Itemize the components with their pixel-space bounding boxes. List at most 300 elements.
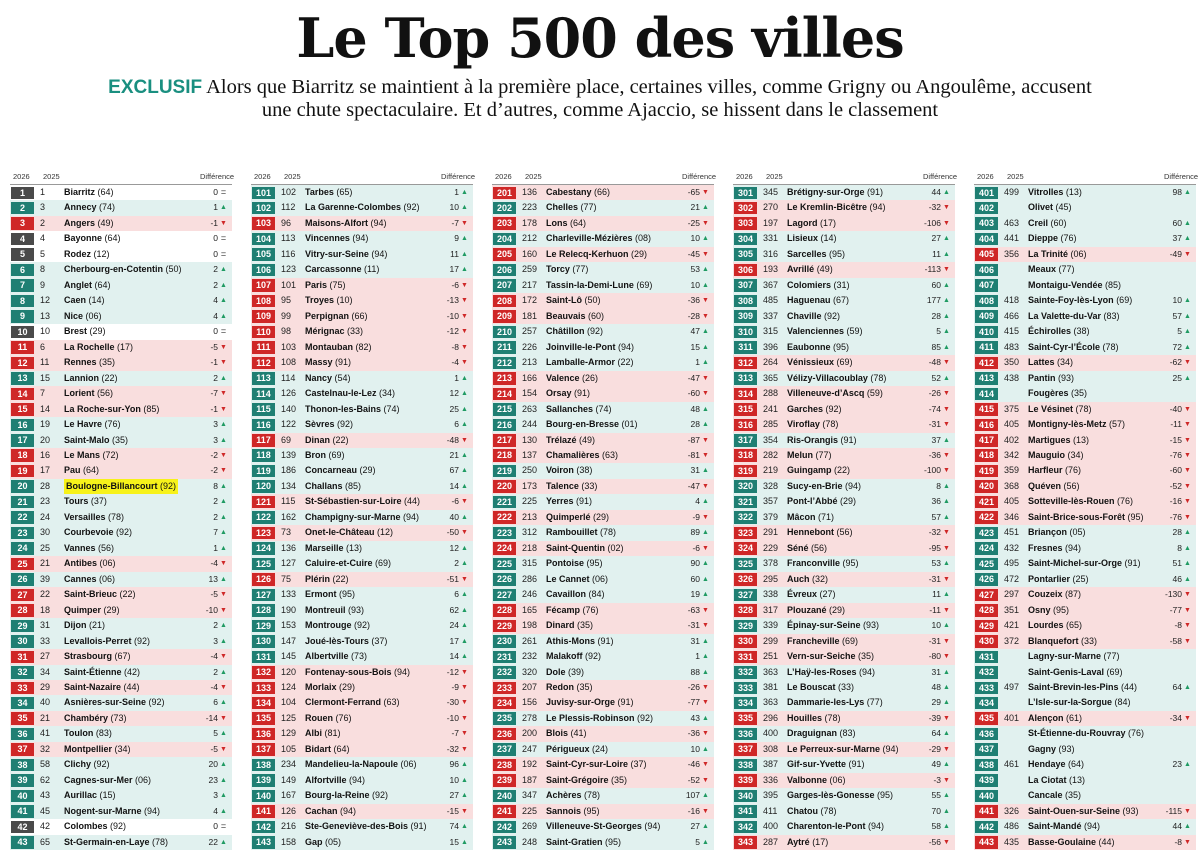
rank-2025: 396 (763, 341, 779, 352)
rank-2025: 173 (522, 480, 538, 491)
rank-2025: 4 (40, 233, 46, 244)
table-row (974, 247, 1196, 262)
rank-2025: 124 (281, 682, 297, 692)
rank-2026: 213 (493, 372, 516, 385)
table-row (10, 680, 232, 695)
rank-2026: 228 (493, 604, 516, 617)
city-name: Onet-le-Château (12) (305, 527, 394, 538)
table-row (733, 665, 955, 680)
rank-difference: 52 (931, 372, 941, 383)
rank-2026: 136 (252, 728, 275, 741)
city-name: Lagny-sur-Marne (77) (1028, 651, 1120, 662)
equal-icon: = (220, 187, 227, 197)
table-row (10, 324, 232, 339)
rank-difference: -52 (1169, 480, 1182, 491)
rank-2025: 136 (281, 542, 297, 553)
rank-2025: 315 (763, 326, 779, 337)
rank-difference: 28 (931, 310, 941, 321)
table-row (10, 386, 232, 401)
rank-2025: 486 (1004, 821, 1020, 832)
arrow-down-icon: ▼ (702, 219, 709, 227)
table-row (733, 278, 955, 293)
arrow-up-icon: ▲ (220, 807, 227, 815)
table-row (251, 494, 473, 509)
rank-difference: -5 (210, 341, 218, 352)
city-name: Trélazé (49) (546, 434, 596, 445)
table-row (10, 835, 232, 850)
table-row (492, 541, 714, 556)
table-row (492, 185, 714, 200)
rank-2025: 278 (522, 712, 538, 723)
rank-2025: 140 (281, 403, 297, 414)
arrow-up-icon: ▲ (220, 498, 227, 506)
rank-2026: 42 (11, 821, 34, 834)
city-name: Joinville-le-Pont (94) (546, 341, 635, 352)
rank-2025: 499 (1004, 187, 1020, 197)
rank-difference: -47 (687, 372, 700, 383)
table-row (974, 742, 1196, 757)
rank-difference: 12 (449, 388, 459, 399)
rank-difference: 5 (936, 326, 941, 337)
rank-2025: 129 (281, 728, 297, 739)
city-name: Talence (33) (546, 480, 598, 491)
arrow-up-icon: ▲ (461, 560, 468, 568)
arrow-up-icon: ▲ (220, 436, 227, 444)
city-name: Vannes (56) (64, 542, 115, 553)
rank-2025: 42 (40, 821, 51, 832)
rank-2026: 227 (493, 589, 516, 602)
rank-difference: 15 (690, 341, 700, 352)
rank-2025: 167 (281, 790, 297, 801)
city-name: Avrillé (49) (787, 264, 833, 275)
rank-difference: -15 (446, 805, 459, 816)
city-name: Saint-Cyr-l’École (78) (1028, 341, 1119, 352)
rank-2026: 303 (734, 217, 757, 230)
arrow-down-icon: ▼ (702, 189, 709, 196)
rank-2026: 18 (11, 449, 34, 462)
city-name: Clermont-Ferrand (63) (305, 697, 400, 708)
city-name: Montpellier (34) (64, 743, 131, 754)
rank-2026: 414 (975, 388, 998, 401)
rank-2025: 415 (1004, 326, 1020, 337)
rank-2025: 120 (281, 666, 297, 677)
arrow-down-icon: ▼ (702, 807, 709, 815)
arrow-down-icon: ▼ (1184, 807, 1191, 815)
table-row (10, 262, 232, 277)
rank-difference: 53 (931, 558, 941, 569)
rank-difference: -32 (446, 743, 459, 754)
rank-difference: -8 (1174, 620, 1182, 631)
table-row (974, 695, 1196, 710)
city-name: St-Étienne-du-Rouvray (76) (1028, 728, 1145, 739)
rank-2026: 325 (734, 558, 757, 571)
table-row (733, 680, 955, 695)
rank-2025: 101 (281, 279, 297, 290)
city-name: Anglet (64) (64, 279, 111, 290)
rank-difference: -12 (446, 666, 459, 677)
table-row (492, 231, 714, 246)
rank-2026: 133 (252, 682, 275, 695)
arrow-up-icon: ▲ (1184, 297, 1191, 305)
table-row (974, 293, 1196, 308)
rank-2025: 264 (763, 357, 779, 368)
rank-2025: 225 (522, 496, 538, 507)
rank-2026: 35 (11, 712, 34, 725)
table-row (251, 634, 473, 649)
rank-2025: 251 (763, 651, 779, 662)
rank-difference: 10 (931, 620, 941, 631)
table-row (251, 556, 473, 571)
rank-2025: 73 (281, 527, 292, 538)
rank-2025: 145 (281, 651, 297, 662)
rank-difference: -45 (687, 248, 700, 259)
city-name: Auch (32) (787, 573, 829, 584)
rank-2026: 115 (252, 403, 275, 416)
rank-difference: -63 (687, 604, 700, 615)
rank-2025: 102 (281, 187, 297, 197)
rank-2026: 214 (493, 388, 516, 401)
city-name: Castelnau-le-Lez (34) (305, 388, 396, 399)
rank-2026: 210 (493, 326, 516, 339)
arrow-up-icon: ▲ (702, 575, 709, 583)
rank-2025: 295 (763, 573, 779, 584)
rank-2026: 439 (975, 774, 998, 787)
rank-2026: 236 (493, 728, 516, 741)
city-name: Sannois (95) (546, 805, 600, 816)
rank-2026: 114 (252, 388, 275, 401)
rank-2026: 312 (734, 357, 757, 370)
city-name: Houilles (78) (787, 712, 841, 723)
arrow-up-icon: ▲ (943, 235, 950, 243)
table-row (733, 788, 955, 803)
rank-2026: 316 (734, 419, 757, 432)
rank-difference: 60 (690, 573, 700, 584)
table-row (251, 247, 473, 262)
rank-2025: 160 (522, 248, 538, 259)
arrow-down-icon: ▼ (943, 838, 950, 846)
city-name: Montreuil (93) (305, 604, 365, 615)
table-row (492, 773, 714, 788)
arrow-down-icon: ▼ (1184, 838, 1191, 846)
table-row (10, 371, 232, 386)
rank-difference: -10 (205, 604, 218, 615)
arrow-down-icon: ▼ (1184, 359, 1191, 367)
rank-difference: -32 (928, 527, 941, 538)
city-name: Plouzané (29) (787, 604, 846, 615)
arrow-up-icon: ▲ (461, 653, 468, 661)
table-row (974, 386, 1196, 401)
city-name: Chaville (92) (787, 310, 841, 321)
table-row (10, 695, 232, 710)
rank-difference: -48 (446, 434, 459, 445)
arrow-up-icon: ▲ (943, 374, 950, 382)
rank-2025: 363 (763, 697, 779, 708)
table-row (733, 695, 955, 710)
city-name: Saint-Michel-sur-Orge (91) (1028, 558, 1141, 569)
rank-2025: 34 (40, 666, 51, 677)
rank-difference: -6 (692, 542, 700, 553)
arrow-up-icon: ▲ (461, 189, 468, 196)
rank-difference: -36 (687, 295, 700, 306)
rank-2025: 372 (1004, 635, 1020, 646)
rank-2025: 7 (40, 388, 46, 399)
rank-difference: 4 (695, 496, 700, 507)
rank-2025: 114 (281, 372, 296, 383)
rank-2025: 461 (1004, 759, 1020, 770)
rank-difference: 72 (1172, 341, 1182, 352)
arrow-up-icon: ▲ (943, 189, 950, 196)
city-name: Harfleur (76) (1028, 465, 1082, 476)
rank-2025: 103 (281, 341, 297, 352)
header-year-2026: 2026 (977, 172, 994, 181)
rank-2026: 434 (975, 697, 998, 710)
city-name: Fécamp (76) (546, 604, 599, 615)
rank-2025: 95 (281, 295, 292, 306)
rank-2026: 39 (11, 774, 34, 787)
arrow-up-icon: ▲ (943, 250, 950, 258)
rank-2025: 22 (40, 589, 51, 600)
table-row (492, 324, 714, 339)
table-row (733, 494, 955, 509)
arrow-down-icon: ▼ (943, 204, 950, 212)
ranking-column (10, 170, 235, 850)
rank-difference: 24 (449, 620, 459, 631)
rank-2026: 11 (11, 341, 34, 354)
arrow-down-icon: ▼ (943, 544, 950, 552)
rank-2025: 136 (522, 187, 538, 197)
rank-2026: 223 (493, 527, 516, 540)
city-name: Quimper (29) (64, 604, 120, 615)
rank-2025: 58 (40, 759, 51, 770)
table-row (733, 773, 955, 788)
table-row (10, 726, 232, 741)
rank-difference: 90 (690, 558, 700, 569)
rank-2026: 327 (734, 589, 757, 602)
rank-2026: 305 (734, 248, 757, 261)
rank-2025: 133 (281, 589, 297, 600)
rank-difference: 14 (449, 651, 459, 662)
equal-icon: = (220, 233, 227, 244)
rank-2025: 198 (522, 620, 538, 631)
city-name: Rodez (12) (64, 248, 110, 259)
rank-difference: 60 (1172, 217, 1182, 228)
table-row (974, 417, 1196, 432)
rank-2025: 41 (40, 728, 51, 739)
rank-2025: 405 (1004, 419, 1020, 430)
arrow-down-icon: ▼ (1184, 591, 1191, 599)
table-row (492, 757, 714, 772)
rank-2026: 33 (11, 682, 34, 695)
rank-2026: 237 (493, 743, 516, 756)
rank-difference: -65 (687, 187, 700, 197)
arrow-up-icon: ▲ (702, 343, 709, 351)
rank-2026: 105 (252, 248, 275, 261)
table-row (974, 262, 1196, 277)
arrow-down-icon: ▼ (1184, 498, 1191, 506)
rank-2025: 495 (1004, 558, 1020, 569)
arrow-up-icon: ▲ (943, 482, 950, 490)
city-name: Quimperlé (29) (546, 511, 610, 522)
column-header (251, 170, 476, 185)
rank-2025: 30 (40, 527, 51, 538)
table-row (492, 665, 714, 680)
header-year-2025: 2025 (284, 172, 301, 181)
table-row (10, 525, 232, 540)
table-row (733, 835, 955, 850)
rank-difference: -13 (446, 295, 459, 306)
rank-2026: 4 (11, 233, 34, 246)
city-name: Toulon (83) (64, 728, 112, 739)
table-row (974, 448, 1196, 463)
table-row (974, 200, 1196, 215)
city-name: Le Relecq-Kerhuon (29) (546, 248, 648, 259)
table-row (733, 463, 955, 478)
rank-difference: 0 (213, 187, 218, 197)
rank-2025: 336 (763, 774, 779, 785)
rank-2026: 19 (11, 465, 34, 478)
table-row (974, 618, 1196, 633)
rank-2026: 323 (734, 527, 757, 540)
table-row (492, 726, 714, 741)
table-row (251, 386, 473, 401)
rank-2025: 367 (763, 279, 779, 290)
city-name: Lagord (17) (787, 217, 837, 228)
rank-2026: 212 (493, 357, 516, 370)
arrow-up-icon: ▲ (220, 281, 227, 289)
rank-2026: 10 (11, 326, 34, 339)
city-name: Dijon (21) (64, 620, 106, 631)
city-name: Olivet (45) (1028, 202, 1072, 213)
table-row (974, 278, 1196, 293)
header-year-2025: 2025 (525, 172, 542, 181)
rank-2025: 400 (763, 728, 779, 739)
rank-2025: 287 (763, 836, 779, 847)
city-name: Haguenau (67) (787, 295, 850, 306)
rank-2026: 409 (975, 310, 998, 323)
rank-2025: 125 (281, 712, 297, 723)
arrow-down-icon: ▼ (461, 684, 468, 691)
rank-2026: 16 (11, 419, 34, 432)
rank-difference: 2 (213, 279, 218, 290)
rank-2026: 318 (734, 449, 757, 462)
rank-2025: 130 (522, 434, 538, 445)
city-name: St-Sébastien-sur-Loire (44) (305, 496, 421, 507)
rank-2025: 351 (1004, 604, 1020, 615)
table-row (10, 433, 232, 448)
table-row (251, 293, 473, 308)
city-name: Aurillac (15) (64, 790, 116, 801)
city-name: Lorient (56) (64, 388, 114, 399)
table-row (492, 479, 714, 494)
rank-difference: 6 (454, 589, 459, 600)
city-name: Antibes (06) (64, 558, 116, 569)
rank-2026: 438 (975, 759, 998, 772)
rank-2026: 412 (975, 357, 998, 370)
rank-difference: -106 (923, 217, 941, 228)
rank-difference: -31 (687, 620, 700, 631)
rank-2026: 121 (252, 496, 275, 509)
city-name: Blois (41) (546, 728, 587, 739)
city-name: Torcy (77) (546, 264, 589, 275)
arrow-up-icon: ▲ (461, 838, 468, 846)
table-row (974, 402, 1196, 417)
rank-2026: 104 (252, 233, 275, 246)
rank-difference: -31 (928, 419, 941, 430)
table-row (492, 216, 714, 231)
rank-2025: 337 (763, 310, 779, 321)
city-name: Briançon (05) (1028, 527, 1086, 538)
table-row (492, 695, 714, 710)
table-row (733, 231, 955, 246)
rank-difference: 8 (1177, 542, 1182, 553)
rank-difference: 55 (931, 790, 941, 801)
rank-2025: 432 (1004, 542, 1020, 553)
rank-difference: -12 (446, 326, 459, 337)
city-name: Mâcon (71) (787, 511, 835, 522)
table-row (974, 541, 1196, 556)
city-name: Ste-Geneviève-des-Bois (91) (305, 821, 427, 832)
rank-difference: 51 (1172, 558, 1182, 569)
table-row (974, 494, 1196, 509)
rank-difference: -115 (1165, 805, 1182, 816)
city-name: Chambéry (73) (64, 712, 127, 723)
arrow-up-icon: ▲ (1184, 343, 1191, 351)
city-name: Valbonne (06) (787, 774, 846, 785)
rank-difference: 10 (449, 774, 459, 785)
table-row (974, 340, 1196, 355)
rank-2026: 405 (975, 248, 998, 261)
arrow-down-icon: ▼ (461, 312, 468, 320)
rank-2025: 21 (40, 558, 51, 569)
rank-2026: 37 (11, 743, 34, 756)
arrow-up-icon: ▲ (461, 823, 468, 831)
rank-2026: 426 (975, 573, 998, 586)
table-row (733, 309, 955, 324)
arrow-up-icon: ▲ (461, 467, 468, 475)
arrow-up-icon: ▲ (461, 405, 468, 413)
rank-difference: -5 (210, 589, 218, 600)
rank-2026: 328 (734, 604, 757, 617)
city-name: Saint-Malo (35) (64, 434, 129, 445)
arrow-down-icon: ▼ (702, 684, 709, 691)
arrow-up-icon: ▲ (220, 699, 227, 707)
arrow-up-icon: ▲ (1184, 219, 1191, 227)
table-row (251, 835, 473, 850)
rank-2026: 20 (11, 480, 34, 493)
rank-2026: 128 (252, 604, 275, 617)
rank-2025: 217 (522, 279, 538, 290)
subtitle-text: Alors que Biarritz se maintient à la première place, certaines villes, comme Grigny ou Angoulême, accusent une chute spectaculaire. Et d’autres, comme Ajaccio, se hissent dans le classement (206, 76, 1092, 121)
rank-2026: 103 (252, 217, 275, 230)
rank-2026: 342 (734, 821, 757, 834)
arrow-down-icon: ▼ (220, 390, 227, 398)
city-name: Athis-Mons (91) (546, 635, 614, 646)
table-row (251, 603, 473, 618)
city-name: Ermont (95) (305, 589, 356, 600)
city-name: Saint-Gratien (95) (546, 836, 622, 847)
rank-difference: 29 (931, 697, 941, 708)
table-row (733, 603, 955, 618)
city-name: Dinan (22) (305, 434, 349, 445)
rank-2025: 213 (522, 511, 538, 522)
rank-2025: 3 (40, 202, 46, 213)
rank-difference: 8 (936, 480, 941, 491)
rank-2026: 304 (734, 233, 757, 246)
rank-2025: 33 (40, 635, 51, 646)
rank-2025: 483 (1004, 341, 1020, 352)
table-row (974, 587, 1196, 602)
arrow-down-icon: ▼ (461, 745, 468, 753)
